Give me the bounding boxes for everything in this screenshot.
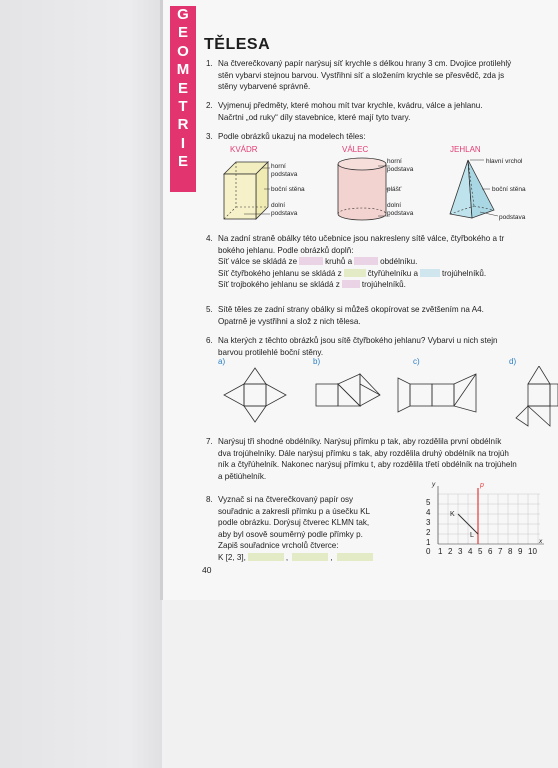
point-l-label: L xyxy=(470,532,474,539)
task-number: 1. xyxy=(206,59,213,68)
task-number: 4. xyxy=(206,234,213,243)
task-text: aby byl osově souměrný podle přímky p. xyxy=(218,529,363,539)
x-tick: 6 xyxy=(488,547,493,556)
option-b-label: b) xyxy=(313,357,321,366)
valec-horni-label: horní podstava xyxy=(387,158,414,173)
y-tick-labels xyxy=(426,488,430,548)
cylinder-figure xyxy=(338,158,390,220)
task-number: 6. xyxy=(206,336,213,345)
task-text: Na kterých z těchto obrázků jsou sítě čtyřbokého jehlanu? Vybarvi u nich stejn xyxy=(218,336,498,345)
fill-row: K [2, 3], , , xyxy=(218,552,375,564)
fill-row xyxy=(218,279,406,291)
x-tick: 0 xyxy=(426,547,431,556)
answer-blank[interactable] xyxy=(420,269,440,277)
page-number: 40 xyxy=(202,565,212,575)
fill-text: obdélníku. xyxy=(380,257,418,266)
jehlan-bocni-label: boční stěna xyxy=(492,186,526,193)
task-text: Narýsuj tři shodné obdélníky. Narýsuj přímku p tak, aby rozdělila první obdélník xyxy=(218,437,502,446)
band-letter: M xyxy=(176,61,190,79)
x-tick: 1 xyxy=(438,547,443,556)
kvadr-title: KVÁDR xyxy=(230,145,258,154)
answer-blank[interactable] xyxy=(292,553,328,561)
task-text: stěny vybarvené správně. xyxy=(218,82,311,91)
y-tick: 1 xyxy=(426,538,431,547)
fill-text: Síť čtyřbokého jehlanu se skládá z xyxy=(218,268,342,278)
jehlan-vrchol-label: hlavní vrchol xyxy=(486,158,523,165)
band-letter: T xyxy=(178,98,188,116)
fill-row xyxy=(218,268,486,280)
task-text: Podle obrázků ukazuj na modelech těles: xyxy=(218,132,366,141)
band-letter: E xyxy=(177,79,188,97)
task-number: 7. xyxy=(206,437,213,446)
task-number: 5. xyxy=(206,305,213,314)
task-text: dva trojúhelníky. Dále narýsuj přímku s tak, aby rozdělila druhý obdélník na trojúh xyxy=(218,448,509,458)
answer-blank[interactable] xyxy=(344,269,366,277)
valec-title: VÁLEC xyxy=(342,145,369,154)
answer-blank[interactable] xyxy=(354,257,378,265)
chapter-band xyxy=(170,6,196,192)
answer-blank[interactable] xyxy=(248,553,284,561)
task-number: 3. xyxy=(206,132,213,141)
answer-blank[interactable] xyxy=(337,553,373,561)
task-text: Na čtverečkovaný papír narýsuj síť krychle s délkou hrany 3 cm. Dvojice protilehlý xyxy=(218,59,512,68)
line-p-label: p xyxy=(480,482,484,489)
y-axis-label: y xyxy=(432,481,436,488)
left-page xyxy=(0,0,162,768)
band-letter: I xyxy=(180,134,186,152)
task-text: ník a čtyřúhelník. Nakonec narýsuj přímku t, aby rozdělila třetí obdélník na trojúheln xyxy=(218,460,517,469)
kvadr-bocni-label: boční stěna xyxy=(271,186,305,193)
task-text: podle obrázku. Dorýsuj čtverec KLMN tak, xyxy=(218,518,370,527)
task-number: 2. xyxy=(206,101,213,110)
kvadr-horni-label: horní podstava xyxy=(271,163,298,178)
band-letter: G xyxy=(177,6,189,23)
fill-text: čtyřúhelníku a xyxy=(367,268,419,278)
task-text: Zapiš souřadnice vrcholů čtverce: xyxy=(218,541,339,550)
x-tick: 9 xyxy=(518,547,523,556)
task-text: a pětiúhelník. xyxy=(218,471,267,481)
option-d-label: d) xyxy=(509,357,517,366)
jehlan-podstava-label: podstava xyxy=(499,214,526,221)
option-a-label: a) xyxy=(218,357,226,366)
band-letter: O xyxy=(177,42,189,60)
task-text: Načrtni „od ruky“ díly stavebnice, které mají tyto tvary. xyxy=(218,112,411,122)
net-a xyxy=(224,368,286,422)
task-text: Vyznač si na čtverečkovaný papír osy xyxy=(218,495,354,504)
fill-text: kruhů a xyxy=(325,257,353,266)
band-letter: R xyxy=(177,116,189,134)
fill-row xyxy=(218,256,417,268)
fill-text: Síť válce se skládá ze xyxy=(218,257,298,266)
fill-text: K [2, 3], xyxy=(218,552,246,562)
valec-plast-label: plášť xyxy=(387,186,402,193)
answer-blank[interactable] xyxy=(342,280,360,288)
point-k-label: K xyxy=(450,511,455,518)
task-text: barvou protilehlé boční stěny. xyxy=(218,347,324,357)
option-c-label: c) xyxy=(413,357,420,366)
x-tick: 5 xyxy=(478,547,483,556)
y-tick: 3 xyxy=(426,518,431,527)
answer-blank[interactable] xyxy=(299,257,323,265)
y-tick: 4 xyxy=(426,508,431,517)
x-axis-label: x xyxy=(539,538,543,545)
y-tick: 2 xyxy=(426,528,431,537)
valec-dolni-label: dolní podstava xyxy=(387,202,414,217)
cuboid-figure xyxy=(224,162,270,219)
net-c xyxy=(398,374,476,412)
x-tick: 4 xyxy=(468,547,473,556)
band-letter: E xyxy=(177,153,188,171)
pyramid-figure xyxy=(450,160,498,218)
task-number: 8. xyxy=(206,495,213,504)
kvadr-dolni-label: dolní podstava xyxy=(271,202,298,217)
x-tick: 7 xyxy=(498,547,503,556)
x-tick: 10 xyxy=(528,547,537,556)
jehlan-title: JEHLAN xyxy=(450,145,481,154)
page-title: TĚLESA xyxy=(204,36,271,53)
task-text: Vyjmenuj předměty, které mohou mít tvar krychle, kvádru, válce a jehlanu. xyxy=(218,101,483,110)
y-tick: 5 xyxy=(426,498,431,507)
x-tick: 3 xyxy=(458,547,463,556)
net-b xyxy=(316,374,380,406)
nets-illustration xyxy=(210,366,558,432)
task-text: Opatrně je vystřihni a slož z nich tělesa. xyxy=(218,316,361,326)
x-tick: 8 xyxy=(508,547,513,556)
fill-text: trojúhelníků. xyxy=(442,268,487,278)
x-tick: 2 xyxy=(448,547,453,556)
task-text: stěn vybarvi stejnou barvou. Vystřihni síť a složením krychle se přesvědč, zda js xyxy=(218,70,505,80)
net-d xyxy=(516,366,558,426)
task-text: bokého jehlanu. Podle obrázků doplň: xyxy=(218,245,354,255)
task-text: souřadnic a zakresli přímku p a úsečku KL xyxy=(218,506,371,516)
task-text: Sítě těles ze zadní strany obálky si můžeš okopírovat se zvětšením na A4. xyxy=(218,305,484,314)
fill-text: Síť trojbokého jehlanu se skládá z xyxy=(218,280,340,289)
band-letter: E xyxy=(177,24,188,42)
fill-text: trojúhelníků. xyxy=(361,280,406,289)
task-text: Na zadní straně obálky této učebnice jsou nakresleny sítě válce, čtyřbokého a tr xyxy=(218,234,505,243)
